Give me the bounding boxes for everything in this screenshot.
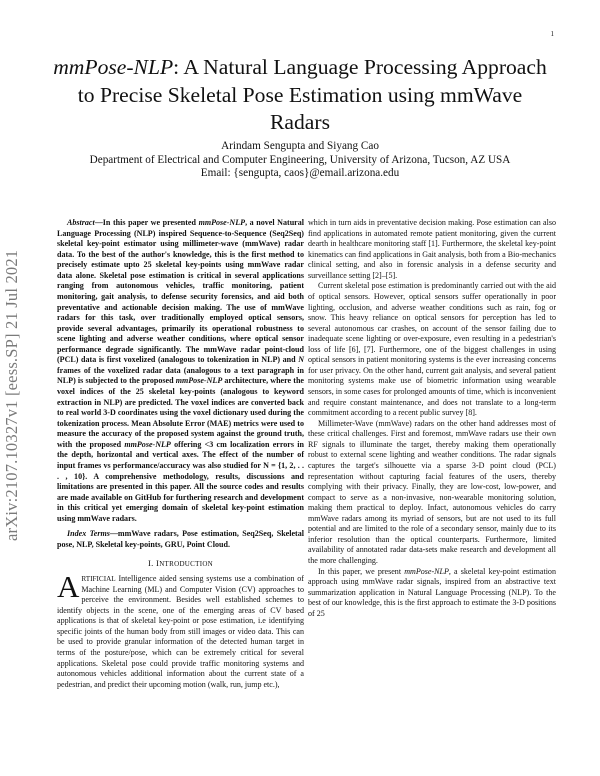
index-terms xyxy=(57,529,304,550)
author-block xyxy=(50,140,550,181)
section-numeral: I. I xyxy=(147,558,160,569)
abstract-text-1: In this paper we presented xyxy=(102,218,199,227)
abstract-lead: Abstract xyxy=(67,218,95,227)
arxiv-stamp: arXiv:2107.10327v1 [eess.SP] 21 Jul 2021 xyxy=(2,249,21,541)
abstract-dash: — xyxy=(94,218,103,227)
author-email: Email: {sengupta, caos}@email.arizona.edu xyxy=(200,167,400,180)
section-title: NTRODUCTION xyxy=(159,560,214,569)
abstract-text-2: , a novel Natural Language Processing (NLP) inspired Sequence-to-Sequence (Seq2Seq) skeletal key-point estimator using millimeter-wave (mmWave) radar data. To the best of the author's knowledge, this is the first method to precisely estimate upto 25 skeletal key-points using mmWave radar data alone. Skeletal pose estimation is critical in several applications ranging from autonomous vehicles, traffic monitoring, patient monitoring, gait analysis, to defense security forensics, and aid both preventative and actionable decision making. The use of mmWave radars for this task, over traditionally employed optical sensors, provide several advantages, primarily its operational robustness to scene lighting and adverse weather conditions, where optical sensor performance degrade significantly. The mmWave radar point-cloud (PCL) data is first voxelized (analogous to tokenization in NLP) and xyxy=(57,218,304,365)
intro-text: Intelligence aided sensing systems use a combination of Machine Learning (ML) and Computer Vision (CV) approaches to perceive the environment. Besides well established schemes to identify objects in the scene, one of the emerging areas of CV based applications is that of skeletal key-point or pose estimation, i.e identifying specific joints of the human body from still images or video data. This can be used to provide granular information of the detected human target in terms of the posture/pose, which can be extremely critical for several applications. Skeletal pose could provide traffic monitoring systems and autonomous vehicles additional information about the current state of a pedestrian, and predict their upcoming motion (walk, run, jump etc.), xyxy=(57,574,304,689)
abstract-text-5: offering <3 cm localization errors in the depth, horizontal and vertical axes. The effect of the number of input frames vs performance/accuracy was also studied for N = {1, 2, . . . , 10}. A comprehensive methodology, results, discussions and limitations are presented in this paper. All the source codes and results are made available on GitHub for furthering research and development in this critical yet emerging domain of skeletal key-point estimation using mmWave radars. xyxy=(57,439,304,523)
abstract-method-name-2: mmPose-NLP xyxy=(175,376,223,386)
abstract-n-variable: N xyxy=(298,355,304,365)
left-column xyxy=(57,218,304,690)
right-paragraph-4-method-name: mmPose-NLP xyxy=(404,566,449,576)
paper-title xyxy=(50,54,550,137)
author-names: Arindam Sengupta and Siyang Cao xyxy=(221,140,379,152)
right-paragraph-1: which in turn aids in preventative decision making. Pose estimation can also find applications in automated remote patient monitoring, given the current dearth in healthcare monitoring staff [1]. Furthermore, the skeletal key-point kinematics can find applications in Gait analysis, both from a Bio-mechanics clinical setting, and also in forensic analysis in a defense security and surveillance setting [2]–[5]. xyxy=(308,218,556,280)
right-paragraph-2: Current skeletal pose estimation is predominantly carried out with the aid of optical sensors. However, optical sensors suffer operationally in poor lighting, occlusion, and adverse weather conditions such as rain, fog or snow. This heavy reliance on optical sensors for perception has led to several autonomous car crashes, on account of the sensor failing due to inadequate scene lighting or over-exposure, even resulting in a pedestrian's loss of life [6], [7]. Furthermore, one of the biggest challenges in using optical sensors in patient monitoring systems is the ever increasing concerns for user privacy. On the other hand, current gait analysis, and several patient monitoring systems make use of biometric information using wearable sensors, in some cases for prolonged amounts of time, which is inconvenient and require constant maintenance, and does not translate to a long-term commitment according to a recent public survey [8]. xyxy=(308,281,556,418)
abstract-text-3: frames of the voxelized radar data (analogous to a text paragraph in NLP) is subjected to the proposed xyxy=(57,365,304,386)
right-paragraph-3: Millimeter-Wave (mmWave) radars on the other hand addresses most of these critical challenges. First and foremost, mmWave radars use their own RF signals to illuminate the target, thereby making them operationally robust to external scene lighting and weather conditions. The radar signals captures the target's silhouette via a sparse 3-D point cloud (PCL) representation without capturing facial features of the users, thereby complying with their privacy. Finally, they are low-cost, low-power, and compact to serve as a non-invasive, non-wearable monitoring solution, making them practical to deploy. Infact, autonomous vehicles do carry mmWave radars among its myriad of sensors, but are not used to its full potential and are limited to the role of a secondary sensor, mainly due to its inferior resolution than the optical counterparts. Furthermore, limited availability of annotated radar data-sets make research and development all the more challenging. xyxy=(308,418,556,565)
title-italic-part: mmPose-NLP xyxy=(53,55,174,79)
abstract xyxy=(57,218,304,524)
abstract-text-4: architecture, where the voxel indices of the 25 skeletal key-points (analogous to keyword extraction in NLP) are predicted. The voxel indices are converted back to real world 3-D coordinates using the voxel dictionary used during the tokenization process. Mean Absolute Error (MAE) metrics were used to measure the accuracy of the proposed system against the ground truth, with the proposed xyxy=(57,376,305,449)
intro-paragraph xyxy=(57,569,304,690)
section-heading-introduction xyxy=(57,558,304,570)
author-affiliation: Department of Electrical and Computer Engineering, University of Arizona, Tucson, AZ USA xyxy=(89,153,511,166)
right-paragraph-4-text-a: In this paper, we present xyxy=(318,566,405,576)
index-terms-text: —mmWave radars, Pose estimation, Seq2Seq, Skeletal pose, NLP, Skeletal key-points, GRU, Point Cloud. xyxy=(57,529,304,549)
right-paragraph-4-text-b: , a skeletal key-point estimation approach using mmWave radar signals, inspired from an abstractive text summarization application in Natural Language Processing (NLP). To the best of our knowledge, this is the first approach to estimate the 3-D positions of 25 xyxy=(308,566,556,618)
abstract-method-name-1: mmPose-NLP xyxy=(198,218,246,227)
abstract-method-name-3: mmPose-NLP xyxy=(124,439,171,449)
index-terms-lead: Index Terms xyxy=(67,529,110,539)
right-column xyxy=(308,218,556,619)
title-rest: : A Natural Language Processing Approach to Precise Skeletal Pose Estimation using mmWave Radars xyxy=(77,55,547,134)
page-number: 1 xyxy=(550,30,554,38)
intro-small-caps: RTIFICIAL xyxy=(81,575,116,583)
right-paragraph-4 xyxy=(308,567,556,620)
drop-cap: A xyxy=(57,569,80,604)
